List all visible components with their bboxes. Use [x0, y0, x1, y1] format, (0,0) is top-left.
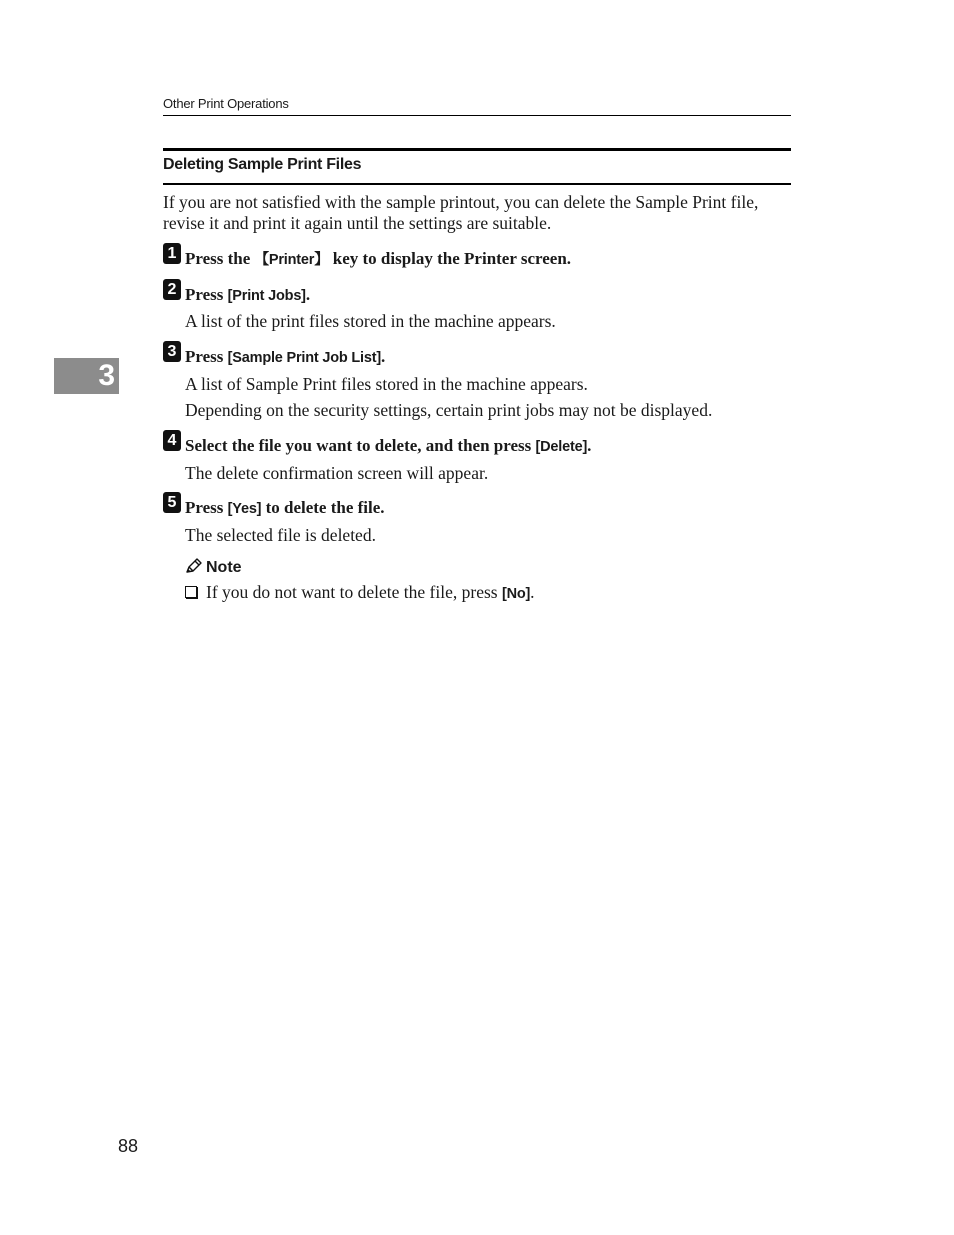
section-rule-top — [163, 148, 791, 151]
step-3-heading — [185, 347, 385, 368]
step-text: . — [305, 285, 311, 304]
key-label: [Print Jobs] — [227, 288, 306, 304]
key-label: 【Printer】 — [254, 252, 329, 268]
pencil-icon — [185, 558, 203, 580]
step-1-heading — [185, 249, 571, 270]
step-text: Press the — [185, 249, 255, 268]
step-4-number: 4 — [163, 430, 181, 451]
step-text: . — [380, 347, 386, 366]
note-heading — [185, 558, 242, 580]
step-2-heading — [185, 285, 310, 306]
key-label: [Delete] — [535, 439, 588, 455]
step-text: Press — [185, 347, 228, 366]
step-1-number: 1 — [163, 243, 181, 264]
running-header: Other Print Operations — [163, 96, 289, 111]
step-text: Press — [185, 498, 228, 517]
step-3-description: Depending on the security settings, certain print jobs may not be displayed. — [185, 400, 713, 420]
note-item — [185, 582, 535, 604]
key-label: [Sample Print Job List] — [227, 350, 381, 366]
step-3-description: A list of Sample Print files stored in the machine appears. — [185, 374, 588, 394]
step-5-description: The selected file is deleted. — [185, 525, 376, 545]
key-label: [No] — [501, 586, 531, 602]
intro-paragraph: If you are not satisfied with the sample printout, you can delete the Sample Print file, revise it and print it again until the settings are suitable. — [163, 192, 759, 233]
header-rule — [163, 115, 791, 116]
step-text: key to display the Printer screen. — [328, 249, 572, 268]
step-4-heading — [185, 436, 591, 457]
step-2-number: 2 — [163, 279, 181, 300]
step-3-number: 3 — [163, 341, 181, 362]
checkbox-bullet-icon — [185, 586, 197, 598]
note-label: Note — [206, 559, 242, 576]
step-text: . — [587, 436, 592, 455]
step-2-description: A list of the print files stored in the machine appears. — [185, 311, 556, 331]
step-text: Select the file you want to delete, and then press — [185, 436, 536, 455]
chapter-tab: 3 — [54, 358, 119, 394]
section-title: Deleting Sample Print Files — [163, 156, 362, 173]
key-label: [Yes] — [227, 501, 262, 517]
step-text: to delete the file. — [261, 498, 385, 517]
step-4-description: The delete confirmation screen will appear. — [185, 463, 489, 483]
page-number: 88 — [118, 1136, 139, 1156]
step-text: Press — [185, 285, 228, 304]
step-5-number: 5 — [163, 492, 181, 513]
section-rule-bottom — [163, 183, 791, 185]
note-text: If you do not want to delete the file, press — [206, 582, 502, 602]
note-text: . — [530, 582, 535, 602]
step-5-heading — [185, 498, 385, 519]
